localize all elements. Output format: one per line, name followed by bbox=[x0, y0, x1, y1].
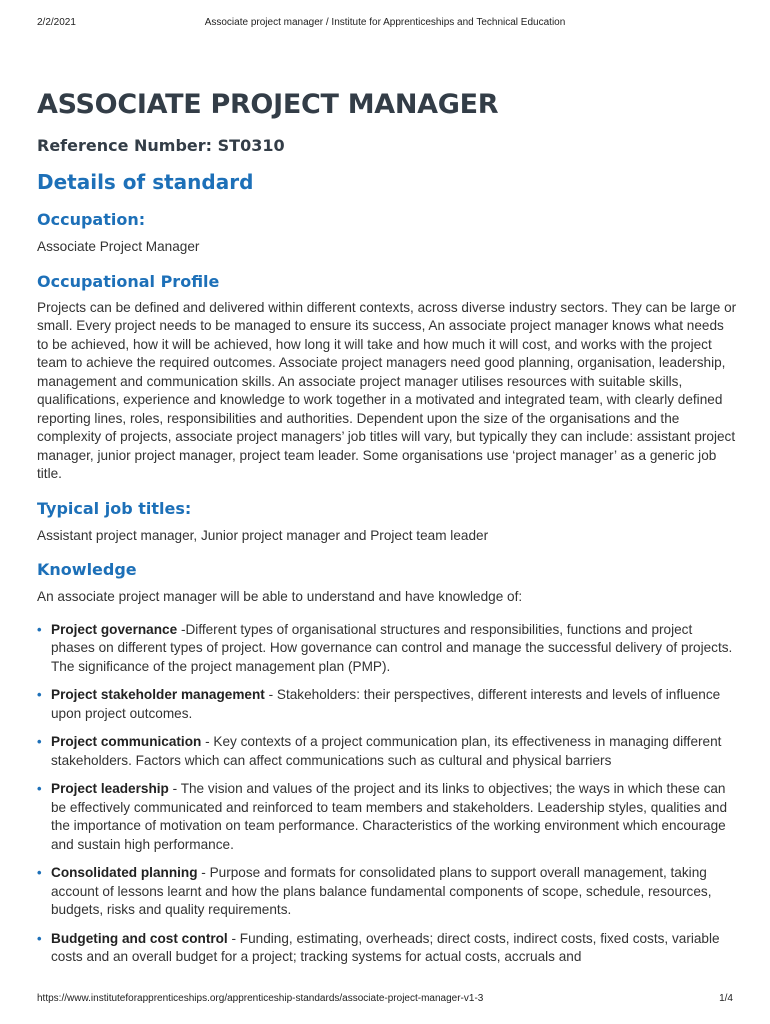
knowledge-desc: - The vision and values of the project and its links to objectives; the ways in which these can be effectively communicated and reinforced to team members and stakeholders. Leadership styles, qualities and the importance of motivation on team performance. Characteristics of the working environment which encourage and sustain high performance. bbox=[51, 781, 728, 852]
knowledge-item-budgeting bbox=[37, 930, 737, 967]
job-titles-heading: Typical job titles: bbox=[37, 498, 192, 518]
reference-number: Reference Number: ST0310 bbox=[37, 136, 285, 155]
knowledge-item-leadership bbox=[37, 780, 737, 854]
print-footer bbox=[37, 993, 733, 1007]
print-title: Associate project manager / Institute for Apprenticeships and Technical Education bbox=[204, 17, 566, 28]
knowledge-item-communication bbox=[37, 733, 737, 770]
knowledge-list bbox=[37, 621, 737, 967]
knowledge-heading: Knowledge bbox=[37, 560, 137, 579]
knowledge-desc: - Funding, estimating, overheads; direct costs, indirect costs, fixed costs, variable costs and an overall budget for a project; tracking systems for actual costs, accruals and bbox=[51, 930, 720, 964]
occupation-value: Associate Project Manager bbox=[37, 239, 200, 254]
knowledge-desc: - Key contexts of a project communication plan, its effectiveness in managing different stakeholders. Factors which can affect communications such as cultural and physical barriers bbox=[51, 734, 722, 768]
knowledge-term: Project leadership bbox=[51, 781, 169, 796]
profile-heading: Occupational Profile bbox=[37, 271, 220, 291]
knowledge-item-stakeholder bbox=[37, 686, 737, 723]
knowledge-term: Consolidated planning bbox=[51, 865, 198, 880]
document-content bbox=[37, 86, 737, 967]
knowledge-desc: -Different types of organisational structures and responsibilities, functions and project phases on different types of project. How governance can control and manage the successful delivery of projects. The significance of the project management plan (PMP). bbox=[51, 621, 733, 674]
profile-text: Projects can be defined and delivered within different contexts, across diverse industry sectors. They can be large or small. Every project needs to be managed to ensure its success, An associate project manager knows what needs to be achieved, how it will be achieved, how long it will take and how much it will cost, and works with the project team to achieve the required outcomes. Associate project managers need good planning, organisation, leadership, management and communication skills. An associate project manager utilises resources with suitable skills, qualifications, experience and knowledge to work together in a motivated and integrated team, with clearly defined reporting lines, roles, responsibilities and authorities. Dependent upon the size of the organisations and the complexity of projects, associate project managers’ job titles will vary, but typically they can include: assistant project manager, junior project manager, project team leader. Some organisations use ‘project manager’ as a generic job title. bbox=[37, 299, 737, 481]
print-date: 2/2/2021 bbox=[37, 17, 76, 28]
print-url: https://www.instituteforapprenticeships.org/apprenticeship-standards/associate-project-manager-v1-3 bbox=[37, 993, 484, 1004]
bullet-icon: • bbox=[37, 734, 42, 749]
bullet-icon: • bbox=[37, 687, 42, 702]
knowledge-term: Project communication bbox=[51, 734, 202, 749]
knowledge-term: Project governance bbox=[51, 621, 178, 637]
bullet-icon: • bbox=[37, 930, 42, 946]
details-heading: Details of standard bbox=[37, 170, 254, 194]
job-titles-value: Assistant project manager, Junior project manager and Project team leader bbox=[37, 527, 489, 543]
knowledge-term: Budgeting and cost control bbox=[51, 930, 228, 946]
knowledge-term: Project stakeholder management bbox=[51, 687, 265, 702]
bullet-icon: • bbox=[37, 781, 42, 796]
occupation-heading: Occupation: bbox=[37, 210, 146, 229]
knowledge-desc: - Stakeholders: their perspectives, different interests and levels of influence upon project outcomes. bbox=[51, 687, 721, 721]
knowledge-intro: An associate project manager will be able to understand and have knowledge of: bbox=[37, 589, 523, 604]
bullet-icon: • bbox=[37, 621, 42, 637]
bullet-icon: • bbox=[37, 865, 42, 880]
page-number: 1/4 bbox=[719, 993, 733, 1004]
page-title: ASSOCIATE PROJECT MANAGER bbox=[37, 89, 499, 120]
knowledge-desc: - Purpose and formats for consolidated plans to support overall management, taking account of lessons learnt and how the plans balance fundamental components of scope, schedule, resources, budgets, risks and quality requirements. bbox=[51, 865, 712, 917]
print-header bbox=[37, 17, 733, 31]
knowledge-item-planning bbox=[37, 864, 737, 920]
knowledge-item-governance bbox=[37, 621, 737, 677]
